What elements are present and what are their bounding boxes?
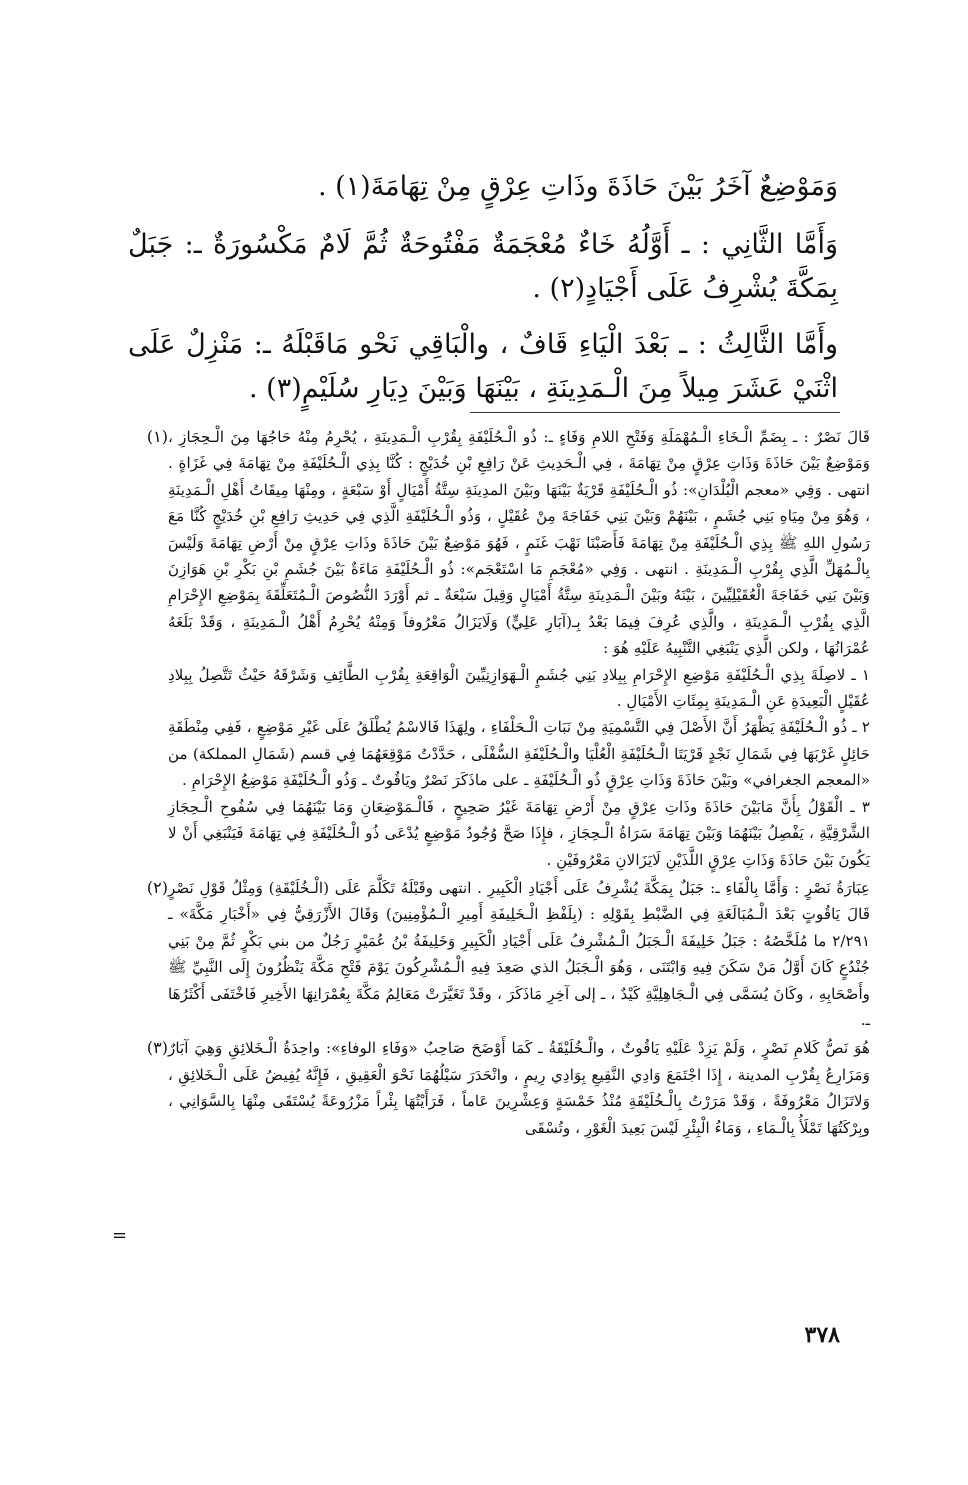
footnote-paragraph: عِبَارَةُ نَصْرٍ : وَأَمَّا بِالْفَاءِ ـ: جَبَلٌ بِمَكَّةَ يُشْرِفُ عَلَى أَجْيَادِ الْكَبِيرِ . انتهى وقَبْلَهُ تَكَلَّمَ عَلَى (الْـخُلَيْقَةِ) وَمِثْلُ قَوْلِ نَصْرٍ قَالَ يَاقُوتٍ بَعْدَ الْـمُبَالَغَةِ فِي الضَّبْطِ بِقَوْلِهِ : (بِلَفْظِ الْـخَلِيفَةِ أَمِيرِ الْـمُؤْمِنِينَ) وَقَالَ الأَزْرَقِيُّ فِي «أَخْبَارِ مَكَّةَ» ـ ٢/٢٩١ ما مُلَخَّصُهُ : جَبَلُ خَلِيفَةَ الْـجَبَلُ الْـمُشْرِفُ عَلَى أَجْيَادِ الْكَبِيرِ وَخَلِيفَةُ بْنُ عُمَيْرٍ رَجُلٌ من بني بَكْرٍ ثُمَّ مِنْ بَنِي جُنْدُعٍ كَانَ أَوَّلُ مَنْ سَكَنَ فِيهِ وَابْتَنَى ، وَهُوَ الْـجَبَلُ الذي صَعِدَ فِيهِ الْـمُشْرِكُونَ يَوْمَ فَتْحِ مَكَّةَ يَنْظُرُونَ إِلَى النَّبِيِّ ﷺ وأَصْحَابِهِ ، وكَانَ يُسَمَّى فِي الْـجَاهِلِيَّةِ كَيْدٌ ، ـ إلى آخِرِ مَاذَكَرَ ، وقَدْ تَغَيَّرَتْ مَعَالِمُ مَكَّةَ بِعُمْرَانِهَا الأَخِيرِ فَاخْتَفَى أَكْثَرُهَا ـ. [168,878,870,1029]
footnote-1 [110,424,870,873]
footnote-paragraph: هُوَ نَصُّ كَلامِ نَصْرٍ ، وَلَمْ يَزِدْ عَلَيْهِ يَاقُوتٌ ، والْـخُلَيْقَةُ ـ كَمَا أَوْضَحَ صَاحِبُ «وَفَاءِ الوفاءِ»: واحِدَةُ الْـخَلائِقِ وَهِيَ آبَارٌ وَمَزَارِعُ بِقُرْبِ المدينة ، إِذَا اجْتَمَعَ وَادِي النَّقِيعِ بِوَادِي رِيمٍ ، وانْحَدَرَ سَيْلُهُمَا نَحْوَ الْعَقِيقِ ، فَإِنَّهُ يُفِيضُ عَلَى الْـخَلائِقِ ، وَلاتَزَالُ مَعْرُوفَةً ، وَقَدْ مَرَرْتُ بِالْـخُلَيْقَةِ مُنْذُ خَمْسَةٍ وَعِشْرِينَ عَاماً ، فَرَأَيْتُهَا بِئْراً مَزْرُوعَةً يُسْتَقَى مِنْهَا بِالسَّوَانِي ، وبِرْكَتُهَا تَمْلَأُ بِالْـمَاءِ ، وَمَاءُ الْبِئْرِ لَيْسَ بَعِيدَ الْغَوْرِ ، وتُسْقَى [168,1039,870,1137]
footnote-body [168,1035,870,1141]
footnote-3 [110,1035,870,1141]
footnote-number: (٣) [146,1038,168,1058]
footnote-paragraph: ٣ ـ الْقَوْلُ بِأَنَّ مَابَيْنَ حَاذَةَ وذَاتِ عِرْقٍ مِنْ أَرْضِ تِهَامَةَ غَيْرُ صَحِيحٍ ، فَالْـمَوْضِعَانِ وَمَا بَيْنَهُمَا فِي سُفُوحِ الْـحِجَازِ الشَّرْقِيَّةِ ، يَفْصِلُ بَيْنَهُمَا وَبَيْنَ تِهَامَةَ سَرَاةُ الْـحِجَازِ ، فإِذَا صَحَّ وُجُودُ مَوْضِعٍ يُدْعَى ذُو الْـحُلَيْفَةِ فِي تِهَامَةَ فَيَنْبَغِي أَنْ لا يَكُونَ بَيْنَ حَاذَةَ وَذَاتِ عِرْقٍ اللَّذَيْنِ لَايَزَالانِ مَعْرُوفَيْنِ . [168,797,870,869]
footnotes [110,424,870,1143]
footnote-separator [470,412,840,413]
main-paragraph-1: وَمَوْضِعٌ آخَرُ بَيْنَ حَاذَةَ وذَاتِ عِرْقٍ مِنْ تِهَامَةَ(١) . [317,171,838,202]
main-text [128,165,838,423]
footnote-paragraph: ١ ـ لاصِلَةَ بِذِي الْـحُلَيْفَةِ مَوْضِعِ الإِحْرَامِ بِبِلادِ بَنِي جُشَمٍ الْـهَوَازِنِيِّينَ الْوَاقِعَةِ بِقُرْبِ الطَّائِفِ وَشَرْقَهُ حَيْثُ تَتَّصِلُ بِبِلادِ عُقَيْلٍ الْبَعِيدَةِ عَنِ الْـمَدِينَةِ بِمِئَاتِ الأَمْيَالِ . [168,665,870,711]
footnote-paragraph: قَالَ نَصْرٌ : ـ بِضَمِّ الْـخَاءِ الْـمُهْمَلَةِ وَفَتْحِ اللامِ وَفَاءٍ ـ: ذُو الْـحُلَيْفَةِ بِقُرْبِ الْـمَدِينَةِ ، يُحْرِمُ مِنْهُ حَاجُهَا مِنَ الْـحِجَازِ ، وَمَوْضِعٌ بَيْنَ حَاذَةَ وَذَاتِ عِرْقٍ مِنْ تِهَامَةَ ، فِي الْـحَدِيثِ عَنْ رَافِعِ بْنِ خُدَيْجٍ : كُنَّا بِذِي الْـحُلَيْفَةِ مِنْ تِهَامَةَ فِي غَزَاةٍ . انتهى . وَفِي «معجم الْبُلْدَانِ»: ذُو الْـحُلَيْفَةِ قَرْيَةٌ بَيْنَهَا وبَيْنَ المدِينَةِ سِتَّةُ أَمْيَالٍ أَوْ سَبْعَةٍ ، ومِنْهَا مِيقَاتُ أَهْلِ الْـمَدِينَةِ ، وَهُوَ مِنْ مِيَاهِ بَنِي جُشَمٍ ، بَيْنَهُمْ وَبَيْنَ بَنِي خَفَاجَةَ مِنْ عُقَيْلٍ ، وَذُو الْـحُلَيْفَةِ الَّذِي فِي حَدِيثِ رَافِعِ بْنِ خُدَيْجٍ كُنَّا مَعَ رَسُولِ اللهِ ﷺ بِذِي الْـحُلَيْفَةِ مِنْ تِهَامَةَ فَأَصَبْنَا نَهْبَ غَنَمٍ ، فَهُوَ مَوْضِعٌ بَيْنَ حَاذَةَ وذَاتِ عِرْقٍ مِنْ أَرْضِ تِهَامَةَ وَلَيْسَ بِالْـمُهَلِّ الَّذِي بِقُرْبِ الْـمَدِينَةِ . انتهى . وَفِي «مُعْجَمِ مَا اسْتَعْجَم»: ذُو الْـحُلَيْفَةِ مَاءَةٌ بَيْنَ جُشَمِ بْنِ بَكْرِ بْنِ هَوَازِنَ وَبَيْنَ بَنِي خَفَاجَةَ الْعُقَيْلِيِّينَ ، بَيْنَهُ وبَيْنَ الْـمَدِينَةِ سِتَّةُ أَمْيَالٍ وَقِيلَ سَبْعَةٌ ـ ثم أَوْرَدَ النُّصُوصَ الْـمُتَعَلِّقَةَ بِمَوْضِعِ الإِحْرَامِ الَّذِي بِقُرْبِ الْـمَدِينَةِ ، والَّذِي عُرِفَ فِيمَا بَعْدُ بِـ(آبَارِ عَلِيٍّ) وَلَايَزَالُ مَعْرُوفاً وَمِنْهُ يُحْرِمُ أَهْلُ الْـمَدِينَةِ ، وَقَدْ بَلَغَهُ عُمْرَانُهَا ، ولكن الَّذِي يَنْبَغِي التَّنْبِيهُ عَلَيْهِ هُوَ : [168,428,870,658]
main-paragraph-3: وأَمَّا الثَّالِثُ : ـ بَعْدَ الْيَاءِ قَافٌ ، والْبَاقِي نَحْو مَاقَبْلَهُ ـ: مَنْزِلٌ عَلَى اثْنَيْ عَشَرَ مِيلاً مِنَ الْـمَدِينَةِ ، بَيْنَهَا وَبَيْنَ دِيَارِ سُلَيْمٍ(٣) . [128,329,839,404]
footnote-paragraph: ٢ ـ ذُو الْـحُلَيْفَةِ يَظْهَرُ أَنَّ الأَصْلَ فِي التَّسْمِيَةِ مِنْ نَبَاتِ الْـحَلْفَاءِ ، ولِهَذَا فَالاسْمُ يُطْلَقُ عَلَى غَيْرِ مَوْضِعٍ ، فَفِي مِنْطَقَةِ حَائِلٍ غَرْبَهَا فِي شَمَالِ نَجْدٍ قَرْيَتَا الْـحُلَيْفَةِ الْعُلْيَا والْـحُلَيْفَةِ السُّفْلَى ، حَدَّدْتُ مَوْقِعَهُمَا فِي قسم (شَمَالِ المملكة) من «المعجم الجغرافي» وبَيْنَ حَاذَةَ وَذَاتِ عِرْقٍ ذُو الْـحُلَيْفَةِ ـ على ماذَكَرَ نَصْرٌ ويَاقُوتٌ ـ وَذُو الْـحُلَيْفَةِ مَوْضِعُ الإِحْرَامِ . [168,718,870,790]
main-paragraph-2: وَأَمَّا الثَّانِي : ـ أَوَّلُهُ خَاءٌ مُعْجَمَةٌ مَفْتُوحَةٌ ثُمَّ لَامٌ مَكْسُورَةٌ ـ: جَبَلٌ بِمَكَّةَ يُشْرِفُ عَلَى أَجْيَادٍ(٢) . [128,229,838,304]
continuation-mark: = [112,1225,128,1246]
footnote-body [168,424,870,873]
footnote-number: (١) [146,427,168,446]
footnote-number: (٢) [146,877,168,897]
page-number: ٣٧٨ [804,1322,840,1348]
footnote-2 [110,875,870,1033]
footnote-body [168,875,870,1033]
